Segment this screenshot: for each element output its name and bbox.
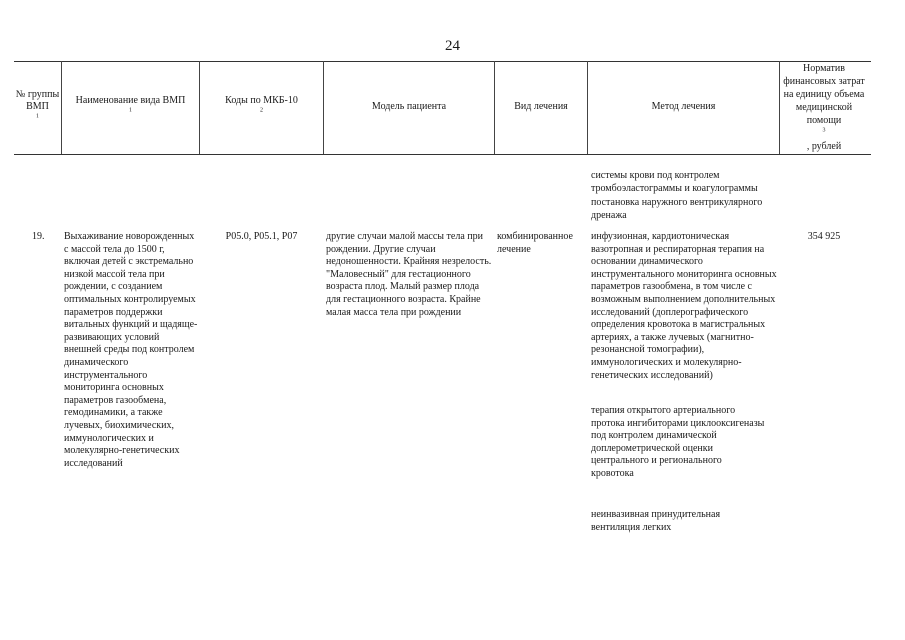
row-patient-model: другие случаи малой массы тела при рождении. Другие случаи недоношенности. Крайняя незрелость. "Маловесный" для гестационного возраста плод. Малый размер плода для гестационного возраста. Крайне малая масса тела при рождении (326, 231, 492, 318)
row-icd-codes: P05.0, P05.1, P07 (225, 231, 298, 242)
row-method: терапия открытого артериального протока ингибиторами циклооксигеназы под контролем динамической доплерометрической оценки центрального и регионального кровотока (591, 405, 765, 479)
row-method: неинвазивная принудительная вентиляция легких (591, 509, 721, 533)
header-icd-codes: Коды по МКБ-10 $^2$ (225, 95, 298, 114)
row-treatment-type: комбинированное лечение (497, 231, 573, 255)
continued-method: системы крови под контролем тромбоэластограммы и коагулограммы (591, 170, 758, 194)
continued-method: постановка наружного вентрикулярного дренажа (591, 197, 763, 221)
page-number: 24 (445, 38, 460, 54)
row-group-no: 19. (32, 231, 45, 242)
header-treatment-method: Метод лечения (651, 101, 716, 113)
header-group-no: № группы ВМП $^1$ (15, 88, 60, 120)
row-method: инфузионная, кардиотоническая вазотропная и респираторная терапия на основании динамического инструментального мониторинга основных параметров газообмена, в том числе с возможным выполнением дополнительных исследований (доплерографического определения кровотока в магистральных артериях, а также лучевых (магнитно-резонансной томографии), иммунологических и молекулярно-генетических исследований) (591, 231, 777, 381)
header-vmp-name: Наименование вида ВМП $^1$ (75, 95, 186, 114)
header-patient-model: Модель пациента (371, 101, 447, 113)
header-treatment-type: Вид лечения (514, 101, 568, 113)
header-financing-norm: Норматив финансовых затрат на единицу объема медицинской помощи $^3$ , рублей (783, 63, 865, 152)
row-financing-norm: 354 925 (807, 231, 841, 242)
header-bottom-rule (14, 154, 871, 155)
header-divider (779, 61, 780, 154)
row-vmp-name: Выхаживание новорожденных с массой тела до 1500 г, включая детей с экстремально низкой массой тела при рождении, с созданием оптимальных контролируемых параметров поддержки витальных функций и щадяще-развивающих условий внешней среды под контролем динамического инструментального мониторинга основных параметров газообмена, гемодинамики, а также лучевых, биохимических, иммунологических и молекулярно-генетических исследований (64, 231, 198, 469)
